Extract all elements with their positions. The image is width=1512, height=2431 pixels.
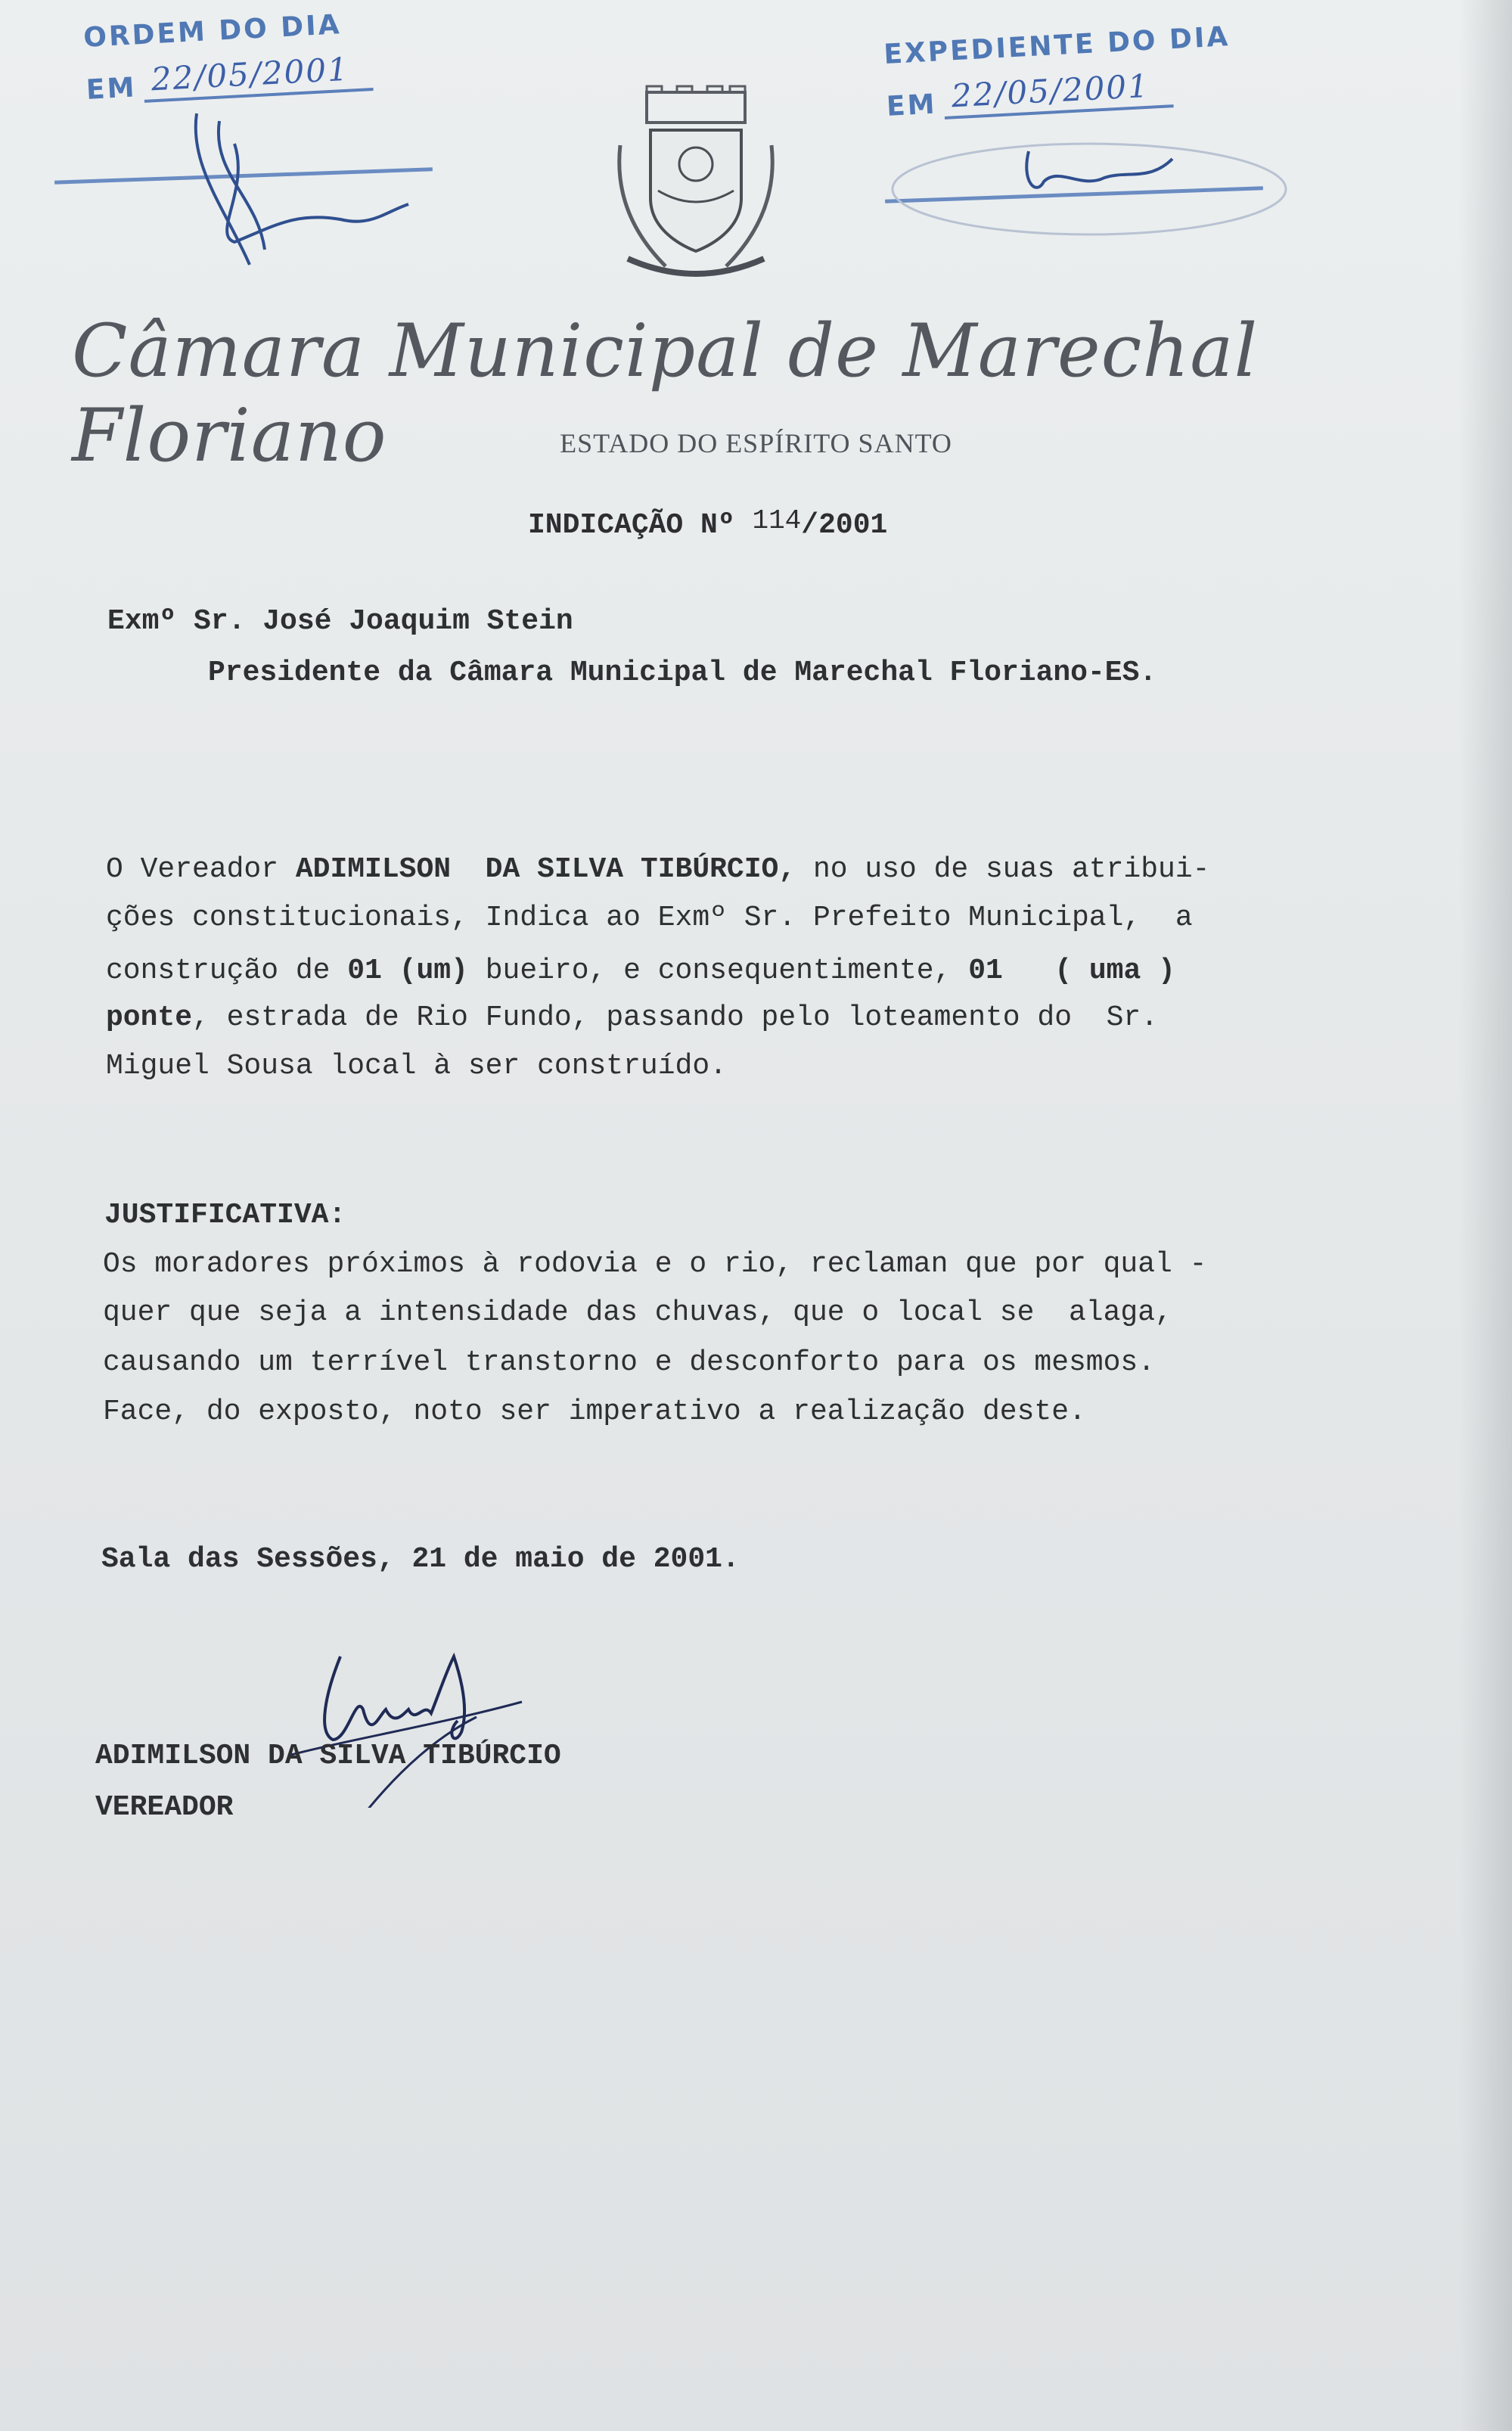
justification-line-3: causando um terrível transtorno e desconforto para os mesmos. (103, 1346, 1156, 1379)
stamp-expediente-date: 22/05/2001 (943, 66, 1174, 120)
signatory-name: ADIMILSON DA SILVA TIBÚRCIO (95, 1740, 561, 1772)
stamp-ordem-em: EM (85, 72, 138, 106)
body-line-2: ções constitucionais, Indica ao Exmº Sr. Prefeito Municipal, a (106, 902, 1193, 934)
stamp-expediente-do-dia (883, 21, 1233, 123)
page-edge-shadow (1459, 0, 1512, 2431)
stamp-expediente-em: EM (886, 88, 938, 123)
vereador-name: ADIMILSON DA SILVA TIBÚRCIO, (295, 853, 796, 886)
signatory-role: VEREADOR (95, 1791, 234, 1824)
justification-line-1: Os moradores próximos à rodovia e o rio, reclaman que por qual - (103, 1248, 1207, 1281)
state-subheading: ESTADO DO ESPÍRITO SANTO (560, 428, 952, 458)
place-and-date: Sala das Sessões, 21 de maio de 2001. (101, 1543, 740, 1576)
stamp-ordem-title: ORDEM DO DIA (82, 9, 343, 54)
justification-line-4: Face, do exposto, noto ser imperativo a realização deste. (103, 1396, 1086, 1428)
stamp-expediente-initials (885, 136, 1309, 250)
stamp-ordem-date: 22/05/2001 (143, 49, 374, 103)
body-line-5: Miguel Sousa local à ser construído. (106, 1050, 727, 1082)
recipient-line-2: Presidente da Câmara Municipal de Marechal Floriano-ES. (208, 657, 1157, 689)
justification-heading: JUSTIFICATIVA: (104, 1199, 346, 1231)
body-line-1: O Vereador ADIMILSON DA SILVA TIBÚRCIO, no uso de suas atribui- (106, 853, 1210, 886)
document-title (528, 505, 887, 542)
indicacao-label: INDICAÇÃO Nº (528, 509, 735, 542)
recipient-line-1: Exmº Sr. José Joaquim Stein (107, 605, 573, 638)
body-line-4: ponte, estrada de Rio Fundo, passando pelo loteamento do Sr. (106, 1001, 1159, 1034)
body-line-3: construção de 01 (um) bueiro, e consequentimente, 01 ( uma ) (106, 955, 1175, 987)
stamp-ordem-initials (144, 98, 431, 272)
justification-line-2: quer que seja a intensidade das chuvas, que o local se alaga, (103, 1296, 1172, 1329)
handwritten-signature (287, 1626, 529, 1808)
indicacao-number: 114 (752, 505, 802, 536)
indicacao-year: /2001 (801, 509, 888, 542)
stamp-expediente-title: EXPEDIENTE DO DIA (883, 21, 1231, 71)
municipal-coat-of-arms-icon (605, 85, 787, 297)
stamp-ordem-do-dia (82, 8, 373, 106)
chamber-name-heading: Câmara Municipal de Marechal Floriano (72, 309, 1259, 478)
